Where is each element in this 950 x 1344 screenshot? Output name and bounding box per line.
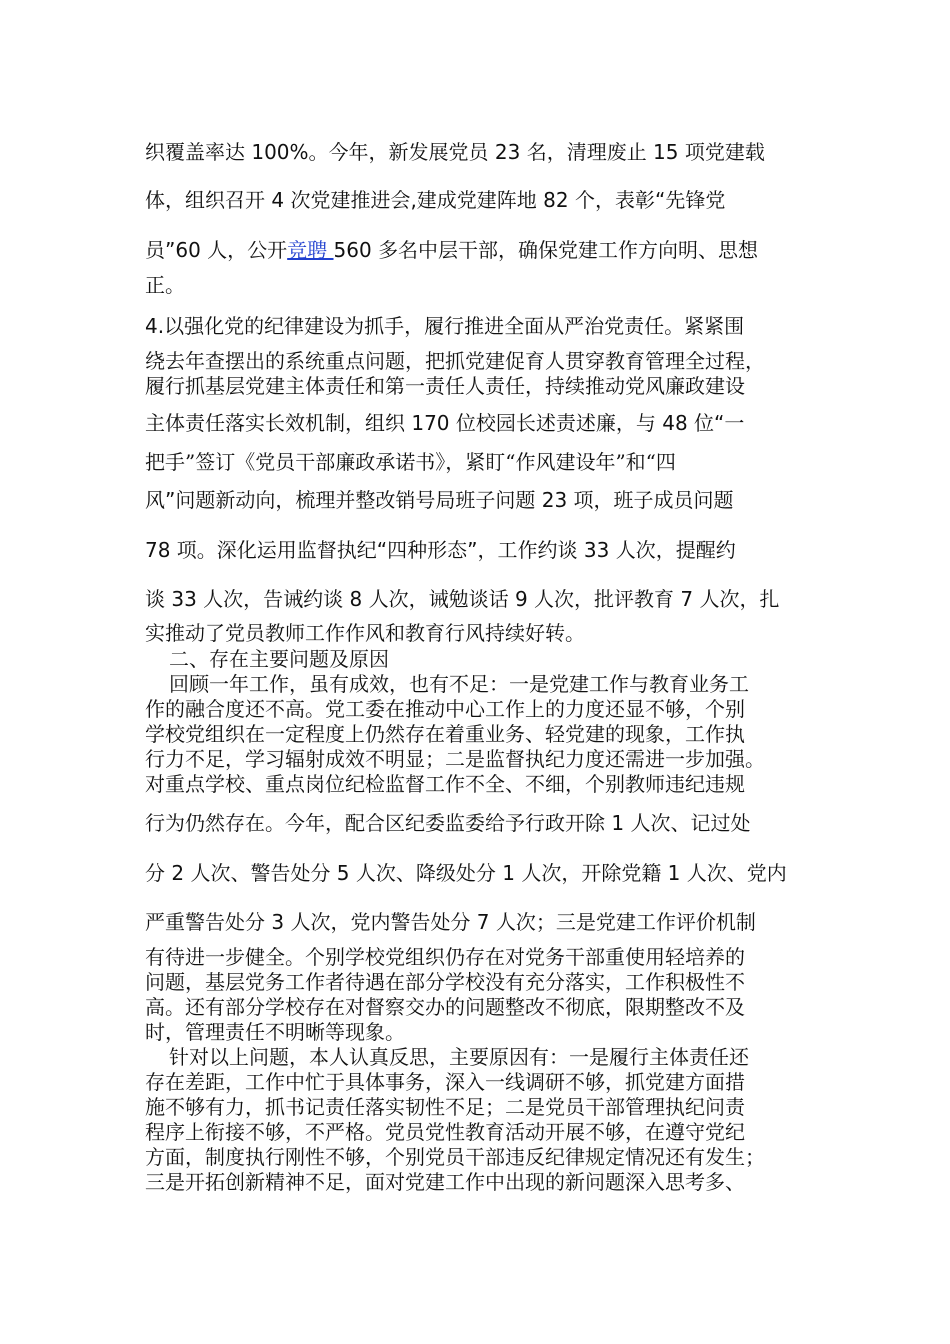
paragraph-3-line-7: 分 2 人次、警告处分 5 人次、降级处分 1 人次，开除党籍 1 人次、党内 xyxy=(145,861,787,885)
paragraph-3-line-3: 学校党组织在一定程度上仍然存在着重业务、轻党建的现象，工作执 xyxy=(145,722,745,746)
paragraph-4-line-4: 程序上衔接不够，不严格。党员党性教育活动开展不够，在遵守党纪 xyxy=(145,1120,745,1144)
paragraph-1-line-3-text: 员”60 人，公开 xyxy=(145,238,288,262)
paragraph-3-line-8: 严重警告处分 3 人次，党内警告处分 7 人次；三是党建工作评价机制 xyxy=(145,910,756,934)
paragraph-3-line-4: 行力不足，学习辐射成效不明显；二是监督执纪力度还需进一步加强。 xyxy=(145,747,765,771)
paragraph-3-line-2: 作的融合度还不高。党工委在推动中心工作上的力度还显不够，个别 xyxy=(145,697,745,721)
paragraph-3-line-6: 行为仍然存在。今年，配合区纪委监委给予行政开除 1 人次、记过处 xyxy=(145,811,751,835)
paragraph-3-line-11: 高。还有部分学校存在对督察交办的问题整改不彻底，限期整改不及 xyxy=(145,995,745,1019)
paragraph-1-line-4: 正。 xyxy=(145,273,185,297)
paragraph-4-line-2: 存在差距，工作中忙于具体事务，深入一线调研不够，抓党建方面措 xyxy=(145,1070,745,1094)
paragraph-1-line-1: 织覆盖率达 100%。今年，新发展党员 23 名，清理废止 15 项党建载 xyxy=(145,140,765,164)
paragraph-4-line-6: 三是开拓创新精神不足，面对党建工作中出现的新问题深入思考多、 xyxy=(145,1170,745,1194)
paragraph-4-line-3: 施不够有力，抓书记责任落实韧性不足；二是党员干部管理执纪问责 xyxy=(145,1095,745,1119)
paragraph-2-line-1: 4.以强化党的纪律建设为抓手，履行推进全面从严治党责任。紧紧围 xyxy=(145,314,745,338)
paragraph-1-line-3 xyxy=(145,237,813,263)
paragraph-3-line-10: 问题，基层党务工作者待遇在部分学校没有充分落实，工作积极性不 xyxy=(145,970,745,994)
paragraph-2-line-3: 履行抓基层党建主体责任和第一责任人责任，持续推动党风廉政建设 xyxy=(145,374,745,398)
paragraph-4-line-1: 针对以上问题，本人认真反思，主要原因有：一是履行主体责任还 xyxy=(169,1045,749,1069)
paragraph-2-line-5: 把手”签订《党员干部廉政承诺书》，紧盯“作风建设年”和“四 xyxy=(145,450,676,474)
paragraph-2-line-2: 绕去年查摆出的系统重点问题，把抓党建促育人贯穿教育管理全过程， xyxy=(145,349,765,373)
section-heading: 二、存在主要问题及原因 xyxy=(169,647,389,671)
paragraph-3-line-12: 时，管理责任不明晰等现象。 xyxy=(145,1020,405,1044)
paragraph-1-line-3-rest: 560 多名中层干部，确保党建工作方向明、思想 xyxy=(333,238,759,262)
paragraph-4-line-5: 方面，制度执行刚性不够，个别党员干部违反纪律规定情况还有发生； xyxy=(145,1145,765,1169)
paragraph-3-line-9: 有待进一步健全。个别学校党组织仍存在对党务干部重使用轻培养的 xyxy=(145,945,745,969)
paragraph-2-line-4: 主体责任落实长效机制，组织 170 位校园长述责述廉，与 48 位“一 xyxy=(145,411,745,435)
paragraph-1-line-2: 体，组织召开 4 次党建推进会,建成党建阵地 82 个，表彰“先锋党 xyxy=(145,188,726,212)
paragraph-3-line-5: 对重点学校、重点岗位纪检监督工作不全、不细，个别教师违纪违规 xyxy=(145,772,745,796)
paragraph-2-line-9: 实推动了党员教师工作作风和教育行风持续好转。 xyxy=(145,621,585,645)
paragraph-2-line-7: 78 项。深化运用监督执纪“四种形态”，工作约谈 33 人次，提醒约 xyxy=(145,538,736,562)
paragraph-2-line-6: 风”问题新动向，梳理并整改销号局班子问题 23 项，班子成员问题 xyxy=(145,488,734,512)
jingpin-link[interactable]: 竞聘 xyxy=(287,238,334,262)
paragraph-2-line-8: 谈 33 人次，告诫约谈 8 人次，诫勉谈话 9 人次，批评教育 7 人次，扎 xyxy=(145,587,780,611)
paragraph-3-line-1: 回顾一年工作，虽有成效，也有不足：一是党建工作与教育业务工 xyxy=(169,672,749,696)
